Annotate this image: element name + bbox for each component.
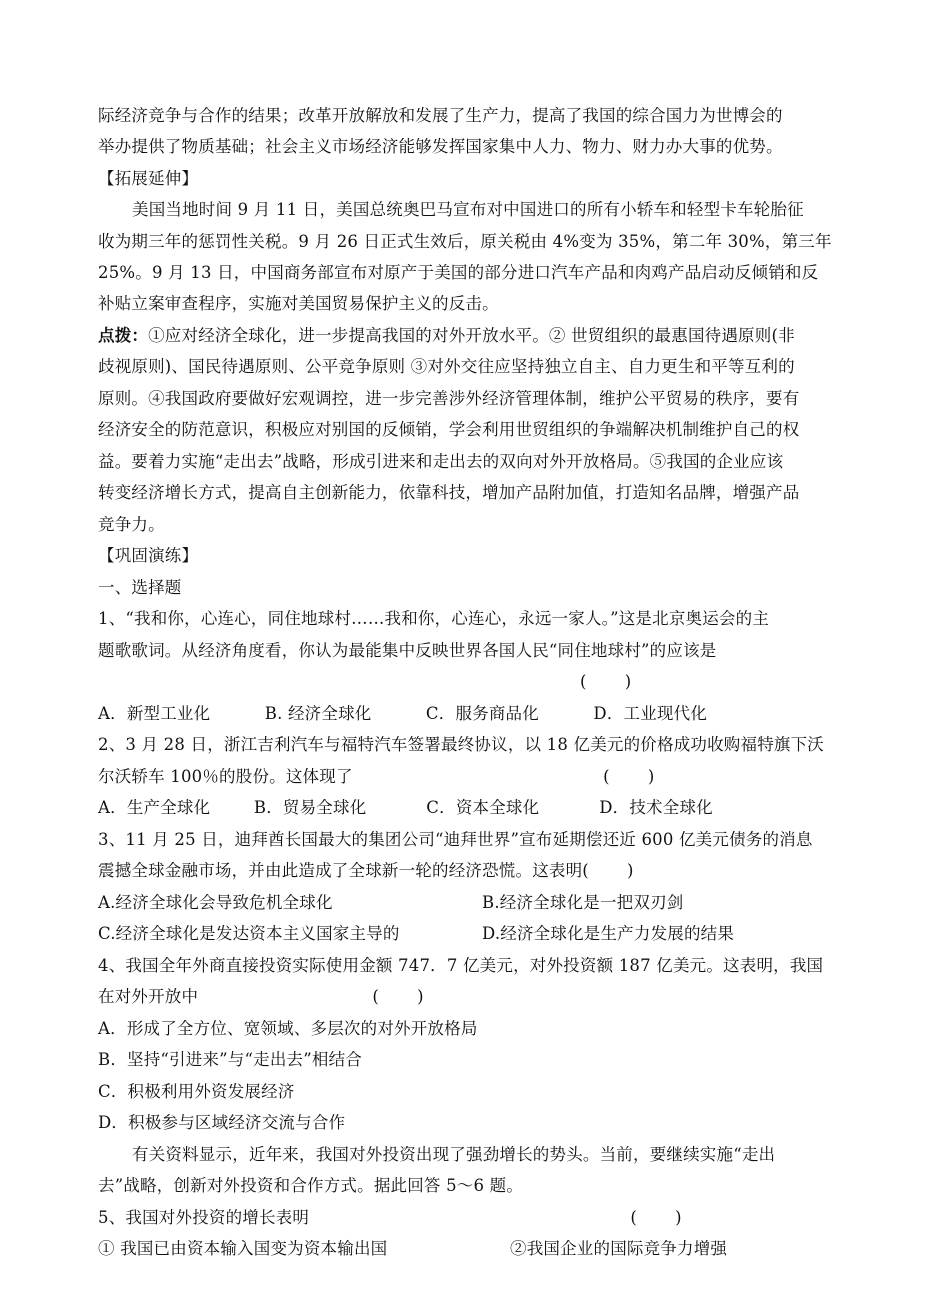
dianbo-label: 点拨： [98,326,149,345]
question-5: 5、我国对外投资的增长表明 ( ) [98,1208,682,1227]
section-heading: 一、选择题 [98,578,182,597]
option-c: C．积极利用外资发展经济 [98,1082,295,1101]
text-line: 益。要着力实施“走出去”战略，形成引进来和走出去的双向对外开放格局。⑤我国的企业应该 [98,452,784,471]
text-line: 25%。9 月 13 日，中国商务部宣布对原产于美国的部分进口汽车产品和肉鸡产品启动反倾销和反 [98,263,819,282]
question-1: 1、“我和你，心连心，同住地球村……我和你，心连心，永远一家人。”这是北京奥运会的主 [98,609,770,628]
option-1: ① 我国已由资本输入国变为资本输出国 [98,1239,388,1258]
question-4: 在对外开放中 ( ) [98,987,424,1006]
section-heading: 【巩固演练】 [98,546,199,565]
option-a: A.经济全球化会导致危机全球化 [98,893,333,912]
option-d: D．积极参与区域经济交流与合作 [98,1113,346,1132]
options-q1: A．新型工业化 B. 经济全球化 C．服务商品化 D．工业现代化 [98,704,708,723]
option-d: D.经济全球化是生产力发展的结果 [482,924,735,943]
text-line: 有关资料显示，近年来，我国对外投资出现了强劲增长的势头。当前，要继续实施“走出 [132,1145,776,1164]
option-a: A．形成了全方位、宽领域、多层次的对外开放格局 [98,1019,478,1038]
text-line: 收为期三年的惩罚性关税。9 月 26 日正式生效后，原关税由 4%变为 35%，第二年 30%，第三年 [98,232,832,251]
question-2: 尔沃轿车 100％的股份。这体现了 ( ) [98,767,655,786]
question-4: 4、我国全年外商直接投资实际使用金额 747．7 亿美元，对外投资额 187 亿美元。这表明，我国 [98,956,824,975]
text-line: 转变经济增长方式，提高自主创新能力，依靠科技，增加产品附加值，打造知名品牌，增强产品 [98,483,800,502]
text-line: 际经济竞争与合作的结果；改革开放解放和发展了生产力，提高了我国的综合国力为世博会的 [98,106,783,125]
text-line: 歧视原则)、国民待遇原则、公平竞争原则 ③对外交往应坚持独立自主、自力更生和平等互利的 [98,357,795,376]
options-q2: A．生产全球化 B．贸易全球化 C．资本全球化 D．技术全球化 [98,798,713,817]
text-line: 经济安全的防范意识，积极应对别国的反倾销，学会利用世贸组织的争端解决机制维护自己的权 [98,420,800,439]
text-line: 美国当地时间 9 月 11 日，美国总统奥巴马宣布对中国进口的所有小轿车和轻型卡车轮胎征 [132,200,804,219]
option-c: C.经济全球化是发达资本主义国家主导的 [98,924,400,943]
question-1: 题歌歌词。从经济角度看，你认为最能集中反映世界各国人民“同住地球村”的应该是 [98,641,717,660]
text-line: 点拨：①应对经济全球化，进一步提高我国的对外开放水平。② 世贸组织的最惠国待遇原则(非 [98,326,795,345]
option-2: ②我国企业的国际竞争力增强 [510,1239,728,1258]
question-2: 2、3 月 28 日，浙江吉利汽车与福特汽车签署最终协议，以 18 亿美元的价格成功收购福特旗下沃 [98,735,825,754]
text-line: 竞争力。 [98,515,165,534]
text-line: 去”战略，创新对外投资和合作方式。据此回答 5～6 题。 [98,1176,524,1195]
text-line: 补贴立案审查程序，实施对美国贸易保护主义的反击。 [98,294,499,313]
option-b: B.经济全球化是一把双刃剑 [482,893,684,912]
text-line: 举办提供了物质基础；社会主义市场经济能够发挥国家集中人力、物力、财力办大事的优势。 [98,137,783,156]
question-3: 3、11 月 25 日，迪拜酋长国最大的集团公司“迪拜世界”宣布延期偿还近 600 亿美元债务的消息 [98,830,813,849]
answer-blank: ( ) [580,672,632,691]
question-3: 震撼全球金融市场，并由此造成了全球新一轮的经济恐慌。这表明( ) [98,861,634,880]
text-line: 原则。④我国政府要做好宏观调控，进一步完善涉外经济管理体制，维护公平贸易的秩序，要有 [98,389,800,408]
section-heading: 【拓展延伸】 [98,169,199,188]
option-b: B．坚持“引进来”与“走出去”相结合 [98,1050,362,1069]
